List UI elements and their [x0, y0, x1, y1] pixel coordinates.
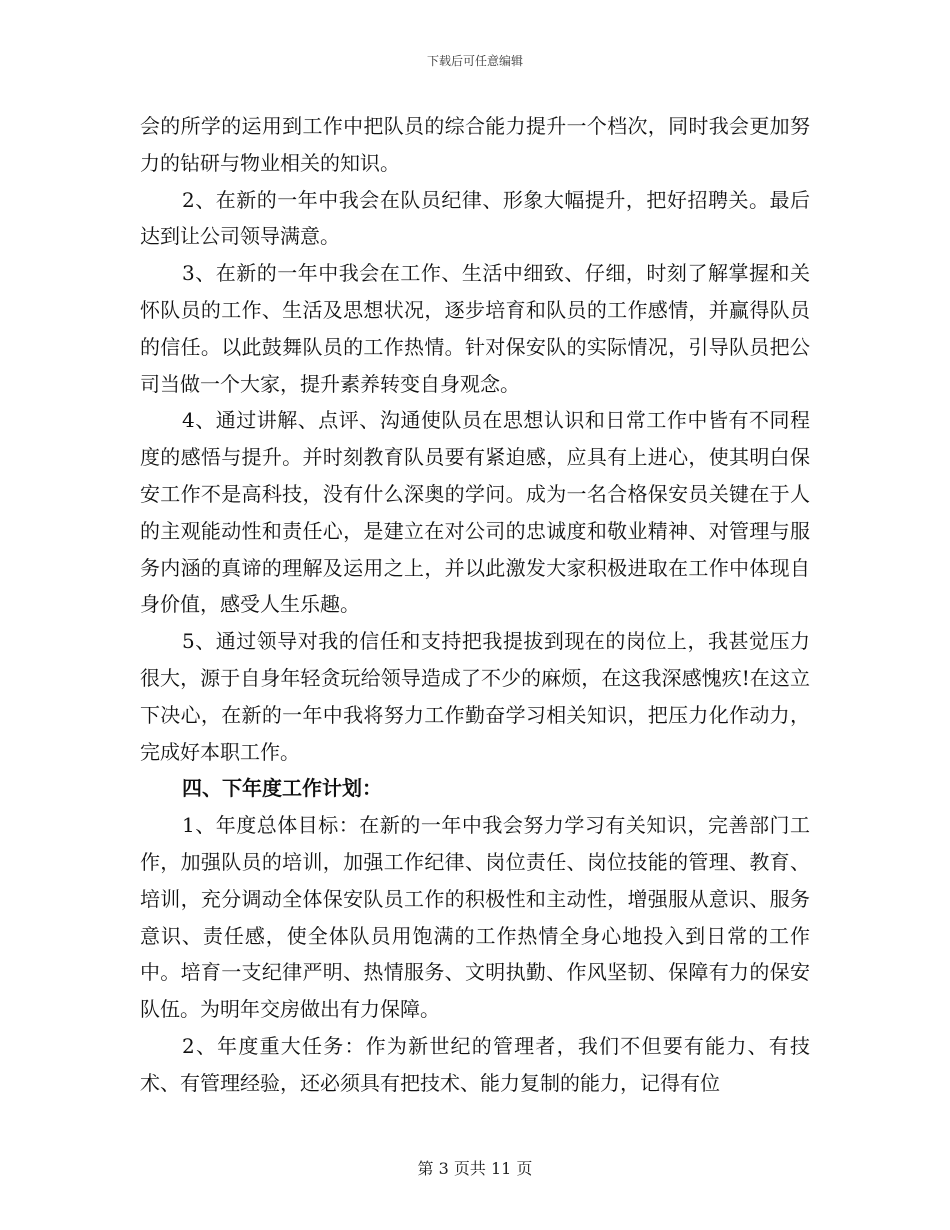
paragraph-plan-2: 2、年度重大任务：作为新世纪的管理者，我们不但要有能力、有技术、有管理经验，还必须具有把技术、能力复制的能力，记得有位: [140, 1033, 810, 1095]
paragraph-item-5: 5、通过领导对我的信任和支持把我提拔到现在的岗位上，我甚觉压力很大，源于自身年轻贪玩给领导造成了不少的麻烦，在这我深感愧疚!在这立下决心，在新的一年中我将努力工作勤奋学习相关知识，把压力化作动力，完成好本职工作。: [140, 629, 810, 764]
paragraph-item-2: 2、在新的一年中我会在队员纪律、形象大幅提升，把好招聘关。最后达到让公司领导满意。: [140, 187, 810, 249]
paragraph-plan-1: 1、年度总体目标：在新的一年中我会努力学习有关知识，完善部门工作，加强队员的培训，加强工作纪律、岗位责任、岗位技能的管理、教育、培训，充分调动全体保安队员工作的积极性和主动性，增强服从意识、服务意识、责任感，使全体队员用饱满的工作热情全身心地投入到日常的工作中。培育一支纪律严明、热情服务、文明执勤、作风坚韧、保障有力的保安队伍。为明年交房做出有力保障。: [140, 813, 810, 1022]
section-heading: 四、下年度工作计划：: [182, 776, 382, 801]
page-footer: 第 3 页共 11 页: [417, 1159, 533, 1178]
paragraph-continuation: 会的所学的运用到工作中把队员的综合能力提升一个档次，同时我会更加努力的钻研与物业相关的知识。: [140, 114, 810, 175]
document-body: [140, 108, 810, 1102]
paragraph-item-3: 3、在新的一年中我会在工作、生活中细致、仔细，时刻了解掌握和关怀队员的工作、生活及思想状况，逐步培育和队员的工作感情，并赢得队员的信任。以此鼓舞队员的工作热情。针对保安队的实际情况，引导队员把公司当做一个大家，提升素养转变自身观念。: [140, 261, 810, 396]
paragraph-item-4: 4、通过讲解、点评、沟通使队员在思想认识和日常工作中皆有不同程度的感悟与提升。并时刻教育队员要有紧迫感，应具有上进心，使其明白保安工作不是高科技，没有什么深奥的学问。成为一名合格保安员关键在于人的主观能动性和责任心，是建立在对公司的忠诚度和敬业精神、对管理与服务内涵的真谛的理解及运用之上，并以此激发大家积极进取在工作中体现自身价值，感受人生乐趣。: [140, 408, 810, 617]
page-header: 下载后可任意编辑: [426, 54, 523, 68]
